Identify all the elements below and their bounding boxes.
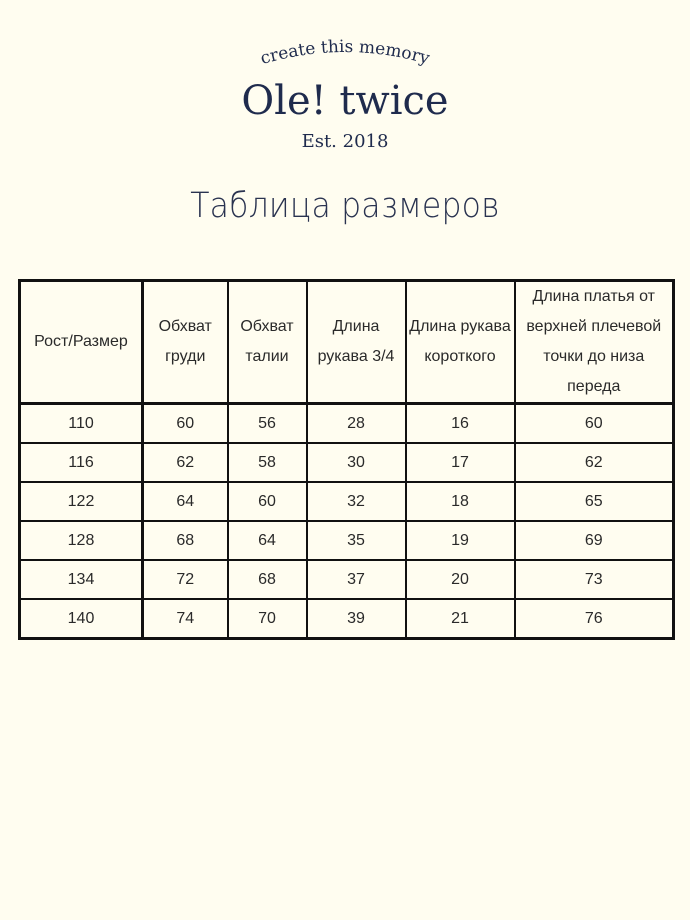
cell-sleeve-three-quarter: 32 <box>307 482 406 521</box>
cell-waist: 70 <box>228 599 307 639</box>
header-sleeve-three-quarter: Длина рукава 3/4 <box>307 281 406 404</box>
cell-size: 116 <box>20 443 143 482</box>
cell-waist: 68 <box>228 560 307 599</box>
cell-dress-length: 65 <box>515 482 674 521</box>
cell-size: 122 <box>20 482 143 521</box>
cell-sleeve-three-quarter: 35 <box>307 521 406 560</box>
brand-logo-graphic <box>0 0 690 160</box>
cell-sleeve-three-quarter: 37 <box>307 560 406 599</box>
header-sleeve-short: Длина рукава короткого <box>406 281 515 404</box>
cell-chest: 72 <box>143 560 228 599</box>
table-row <box>20 443 674 482</box>
cell-size: 140 <box>20 599 143 639</box>
cell-dress-length: 62 <box>515 443 674 482</box>
brand-tagline: create this memory <box>258 36 432 69</box>
cell-chest: 68 <box>143 521 228 560</box>
cell-dress-length: 60 <box>515 404 674 444</box>
cell-waist: 60 <box>228 482 307 521</box>
cell-dress-length: 73 <box>515 560 674 599</box>
brand-logo <box>0 0 690 160</box>
cell-size: 128 <box>20 521 143 560</box>
cell-sleeve-short: 17 <box>406 443 515 482</box>
cell-sleeve-short: 16 <box>406 404 515 444</box>
table-row <box>20 560 674 599</box>
cell-dress-length: 69 <box>515 521 674 560</box>
cell-chest: 64 <box>143 482 228 521</box>
cell-waist: 64 <box>228 521 307 560</box>
size-chart-table <box>18 279 675 640</box>
cell-waist: 58 <box>228 443 307 482</box>
header-waist: Обхват талии <box>228 281 307 404</box>
cell-sleeve-short: 18 <box>406 482 515 521</box>
brand-name: Ole! twice <box>241 78 449 124</box>
header-size: Рост/Размер <box>20 281 143 404</box>
table-header-row <box>20 281 674 404</box>
cell-sleeve-three-quarter: 30 <box>307 443 406 482</box>
cell-sleeve-short: 21 <box>406 599 515 639</box>
cell-sleeve-three-quarter: 39 <box>307 599 406 639</box>
header-chest: Обхват груди <box>143 281 228 404</box>
cell-chest: 60 <box>143 404 228 444</box>
cell-sleeve-short: 20 <box>406 560 515 599</box>
cell-dress-length: 76 <box>515 599 674 639</box>
table-row <box>20 404 674 444</box>
cell-sleeve-short: 19 <box>406 521 515 560</box>
page-title: Таблица размеров <box>190 186 500 226</box>
cell-waist: 56 <box>228 404 307 444</box>
brand-established: Est. 2018 <box>301 131 389 152</box>
table-row <box>20 482 674 521</box>
cell-chest: 62 <box>143 443 228 482</box>
cell-size: 134 <box>20 560 143 599</box>
cell-chest: 74 <box>143 599 228 639</box>
table-row <box>20 521 674 560</box>
cell-sleeve-three-quarter: 28 <box>307 404 406 444</box>
cell-size: 110 <box>20 404 143 444</box>
header-dress-length: Длина платья от верхней плечевой точки до низа переда <box>515 281 674 404</box>
table-row <box>20 599 674 639</box>
